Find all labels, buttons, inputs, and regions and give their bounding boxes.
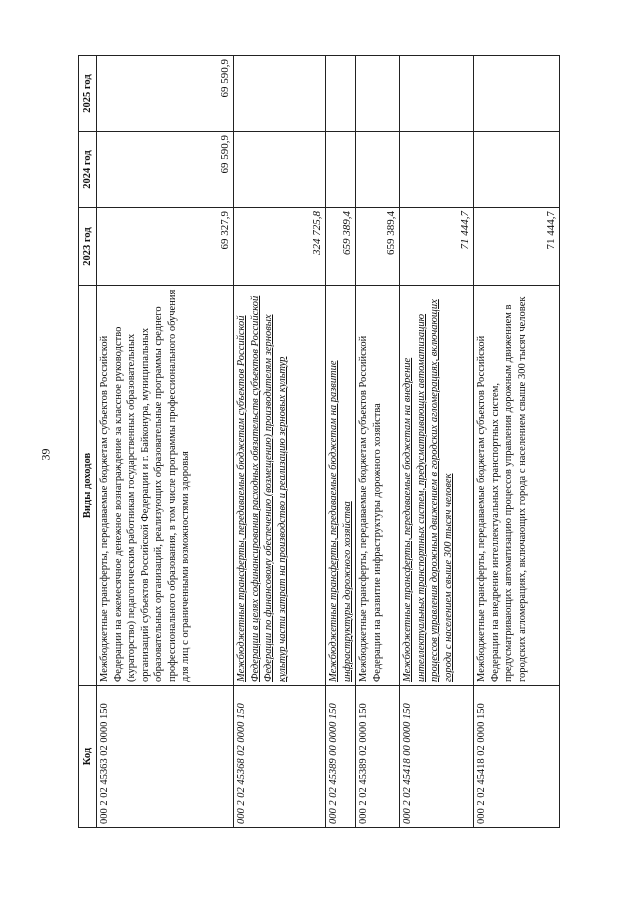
revenue-table — [78, 55, 560, 828]
row-description: Межбюджетные трансферты, передаваемые бюджетам субъектов Российской Федерации на внедрение интеллектуальных транспортных систем, предусматривающих автоматизацию процессов управления дорожным движением в городских агломерациях, включающих города с населением свыше 300 тысяч человек — [474, 286, 560, 686]
row-description — [234, 286, 326, 686]
table-row — [356, 56, 400, 828]
row-value-2024: 69 590,9 — [97, 132, 234, 208]
row-value-2024 — [326, 132, 356, 208]
table-row — [474, 56, 560, 828]
row-value-2023: 71 444,7 — [474, 208, 560, 286]
row-value-2024 — [474, 132, 560, 208]
row-code: 000 2 02 45389 02 0000 150 — [356, 686, 400, 828]
table-row — [400, 56, 474, 828]
row-value-2023: 69 327,9 — [97, 208, 234, 286]
header-2023: 2023 год — [79, 208, 97, 286]
row-value-2025 — [234, 56, 326, 132]
header-2024: 2024 год — [79, 132, 97, 208]
row-description-text: Межбюджетные трансферты, передаваемые бюджетам на развитие инфраструктуры дорожного хозяйства — [328, 360, 353, 682]
row-code: 000 2 02 45418 00 0000 150 — [400, 686, 474, 828]
row-value-2023: 324 725,8 — [234, 208, 326, 286]
table-header-row — [79, 56, 97, 828]
row-code: 000 2 02 45418 02 0000 150 — [474, 686, 560, 828]
row-code: 000 2 02 45368 02 0000 150 — [234, 686, 326, 828]
row-value-2025 — [400, 56, 474, 132]
row-value-2025 — [356, 56, 400, 132]
row-value-2025: 69 590,9 — [97, 56, 234, 132]
row-code: 000 2 02 45389 00 0000 150 — [326, 686, 356, 828]
table-row — [326, 56, 356, 828]
row-description — [400, 286, 474, 686]
row-value-2024 — [400, 132, 474, 208]
row-value-2023: 659 389,4 — [356, 208, 400, 286]
header-code: Код — [79, 686, 97, 828]
row-value-2024 — [356, 132, 400, 208]
row-description-text: Межбюджетные трансферты, передаваемые бюджетам на внедрение интеллектуальных транспортных систем, предусматривающих автоматизацию процессов управления дорожным движением в городских агломерациях, включающих города с населением свыше 300 тысяч человек — [402, 299, 454, 682]
row-value-2025 — [474, 56, 560, 132]
header-type: Виды доходов — [79, 286, 97, 686]
row-value-2025 — [326, 56, 356, 132]
row-description-text: Межбюджетные трансферты, передаваемые бюджетам субъектов Российской Федерации в целях софинансирования расходных обязательств субъектов Российской Федерации по финансовому обеспечению (возмещению) производителям зерновых культур части затрат на производство и реализацию зерновых культур — [236, 295, 288, 682]
row-value-2023: 71 444,7 — [400, 208, 474, 286]
rotated-page-content — [78, 56, 557, 828]
table-row — [234, 56, 326, 828]
page-number: 39 — [38, 448, 53, 461]
header-2025: 2025 год — [79, 56, 97, 132]
row-description: Межбюджетные трансферты, передаваемые бюджетам субъектов Российской Федерации на ежемесячное денежное вознаграждение за классное руководство (кураторство) педагогическим работникам государственных образовательных организаций субъектов Российской Федерации и г. Байконура, муниципальных образовательных организаций, реализующих образовательные программы среднего профессионального образования, в том числе программы профессионального обучения для лиц с ограниченными возможностями здоровья — [97, 286, 234, 686]
table-row — [97, 56, 234, 828]
row-code: 000 2 02 45363 02 0000 150 — [97, 686, 234, 828]
row-value-2024 — [234, 132, 326, 208]
row-value-2023: 659 389,4 — [326, 208, 356, 286]
row-description: Межбюджетные трансферты, передаваемые бюджетам субъектов Российской Федерации на развитие инфраструктуры дорожного хозяйства — [356, 286, 400, 686]
row-description — [326, 286, 356, 686]
